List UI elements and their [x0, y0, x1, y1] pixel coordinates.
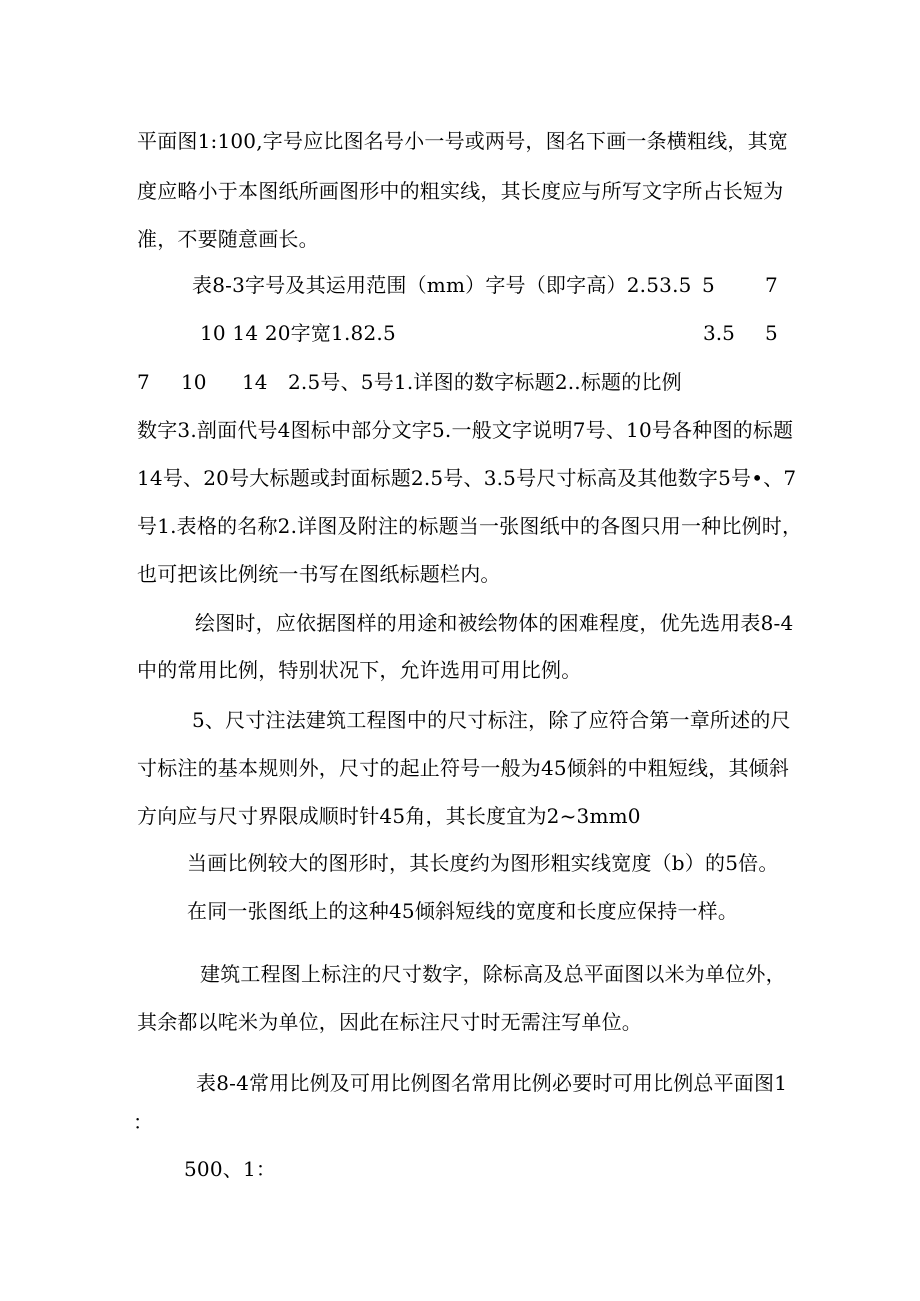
table-8-4-line-2: ：	[133, 1110, 154, 1134]
table-8-4-line-3: 500、1：	[184, 1157, 277, 1181]
paragraph-4-line-1: 当画比例较大的图形时，其长度约为图形粗实线宽度（b）的5倍。	[187, 851, 779, 875]
table-8-3-row-1-value-2: 7	[765, 273, 778, 297]
table-8-3-row-7: 也可把该比例统一书写在图纸标题栏内。	[137, 562, 501, 586]
table-8-3-row-6: 号1.表格的名称2.详图及附注的标题当一张图纸中的各图只用一种比例时，	[137, 514, 803, 538]
paragraph-1-line-1: 平面图1:100,字号应比图名号小一号或两号，图名下画一条横粗线，其宽	[137, 129, 788, 153]
paragraph-5-line-2: 其余都以咤米为单位，因此在标注尺寸时无需注写单位。	[137, 1010, 642, 1034]
paragraph-3-line-1: 5、尺寸注法建筑工程图中的尺寸标注，除了应符合第一章所述的尺	[192, 708, 791, 732]
table-8-3-row-4: 数字3.剖面代号4图标中部分文字5.一般文字说明7号、10号各种图的标题	[137, 418, 794, 442]
table-8-3-row-3-cell-2: 10	[181, 370, 207, 394]
table-8-3-row-2-value-1: 3.5	[703, 321, 735, 345]
paragraph-2-line-1: 绘图时，应依据图样的用途和被绘物体的困难程度，优先选用表8-4	[195, 611, 794, 635]
table-8-3-row-2: 10 14 20字宽1.82.5	[200, 321, 396, 345]
table-8-3-row-5: 14号、20号大标题或封面标题2.5号、3.5号尺寸标高及其他数字5号•、7	[137, 466, 797, 490]
paragraph-4-line-2: 在同一张图纸上的这种45倾斜短线的宽度和长度应保持一样。	[187, 899, 739, 923]
paragraph-1-line-3: 准，不要随意画长。	[137, 227, 319, 251]
table-8-3-row-1: 表8-3字号及其运用范围（mm）字号（即字高）2.53.5	[192, 273, 692, 297]
table-8-3-row-2-value-2: 5	[765, 321, 778, 345]
table-8-3-row-3-text: 2.5号、5号1.详图的数字标题2..标题的比例	[288, 370, 682, 394]
paragraph-1-line-2: 度应略小于本图纸所画图形中的粗实线，其长度应与所写文字所占长短为	[137, 179, 784, 203]
table-8-4-line-1: 表8-4常用比例及可用比例图名常用比例必要时可用比例总平面图1	[196, 1071, 788, 1095]
table-8-3-row-3-cell-1: 7	[137, 370, 150, 394]
paragraph-5-line-1: 建筑工程图上标注的尺寸数字，除标高及总平面图以米为单位外，	[200, 962, 786, 986]
paragraph-3-line-3: 方向应与尺寸界限成顺时针45角，其长度宜为2~3mm0	[137, 804, 641, 828]
paragraph-2-line-2: 中的常用比例，特别状况下，允许选用可用比例。	[137, 658, 582, 682]
table-8-3-row-1-value-1: 5	[702, 273, 715, 297]
table-8-3-row-3-cell-3: 14	[242, 370, 268, 394]
paragraph-3-line-2: 寸标注的基本规则外，尺寸的起止符号一般为45倾斜的中粗短线，其倾斜	[137, 756, 790, 780]
